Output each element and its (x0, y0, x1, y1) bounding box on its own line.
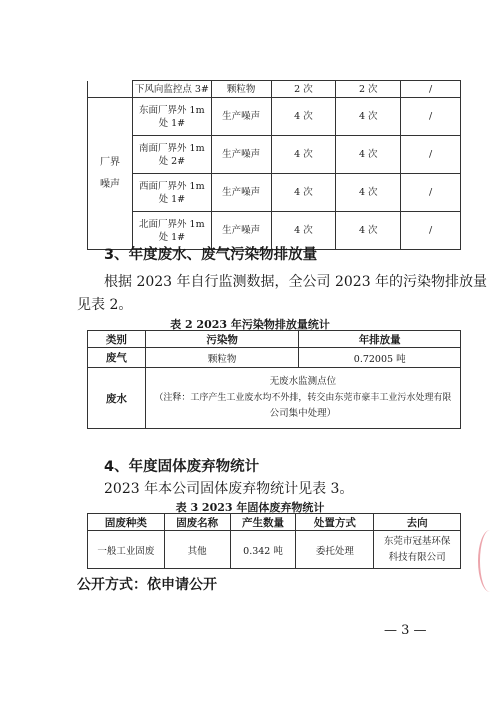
frequency-cell: / (401, 174, 461, 212)
table-row (88, 81, 461, 98)
frequency-cell: 4 次 (336, 174, 401, 212)
page-number: — 3 — (384, 623, 427, 638)
frequency-cell: 4 次 (271, 174, 336, 212)
category-cell: 废水 (88, 368, 146, 429)
monitor-point: 下风向监控点 3# (132, 81, 211, 98)
column-header: 产生数量 (230, 514, 296, 531)
table-header-row (88, 514, 461, 531)
emissions-table (87, 330, 461, 429)
waste-name-cell: 其他 (164, 531, 230, 569)
monitoring-frequency-table (87, 80, 461, 250)
table-row (88, 98, 461, 136)
frequency-cell: 4 次 (336, 98, 401, 136)
column-header: 处置方式 (296, 514, 374, 531)
category-cell: 废气 (88, 348, 146, 368)
column-header: 去向 (374, 514, 461, 531)
column-header: 固废名称 (164, 514, 230, 531)
section-3-paragraph-line1: 根据 2023 年自行监测数据，全公司 2023 年的污染物排放量 (104, 274, 488, 290)
section-3-heading: 3、年度废水、废气污染物排放量 (104, 247, 318, 263)
table-3-caption: 表 3 2023 年固体废弃物统计 (175, 501, 325, 514)
destination-cell: 东莞市冠基环保 科技有限公司 (374, 531, 461, 569)
frequency-cell: / (401, 136, 461, 174)
frequency-cell: / (401, 212, 461, 250)
amount-cell: 0.72005 吨 (299, 348, 461, 368)
monitor-item: 生产噪声 (211, 174, 271, 212)
column-header: 类别 (88, 331, 146, 348)
frequency-cell: 2 次 (336, 81, 401, 98)
section-3-paragraph-line2: 见表 2。 (77, 297, 133, 313)
table-row (88, 531, 461, 569)
table-header-row (88, 331, 461, 348)
monitor-point: 南面厂界外 1m 处 2# (132, 136, 211, 174)
monitor-item: 生产噪声 (211, 98, 271, 136)
monitor-point: 北面厂界外 1m 处 1# (132, 212, 211, 250)
waste-amount-cell: 0.342 吨 (230, 531, 296, 569)
frequency-cell: 4 次 (271, 98, 336, 136)
monitor-item: 颗粒物 (211, 81, 271, 98)
table-row (88, 136, 461, 174)
column-header: 污染物 (145, 331, 299, 348)
monitor-item: 生产噪声 (211, 212, 271, 250)
frequency-cell: 2 次 (271, 81, 336, 98)
disposal-method-cell: 委托处理 (296, 531, 374, 569)
monitor-point: 西面厂界外 1m 处 1# (132, 174, 211, 212)
table-row (88, 174, 461, 212)
frequency-cell: 4 次 (336, 136, 401, 174)
table-2-caption: 表 2 2023 年污染物排放量统计 (170, 318, 330, 331)
disclosure-method: 公开方式：依申请公开 (77, 577, 217, 593)
frequency-cell: 4 次 (271, 212, 336, 250)
column-header: 年排放量 (299, 331, 461, 348)
frequency-cell: / (401, 98, 461, 136)
column-header: 固废种类 (88, 514, 165, 531)
table-row (88, 348, 461, 368)
monitor-item: 生产噪声 (211, 136, 271, 174)
frequency-cell: 4 次 (271, 136, 336, 174)
red-seal-stamp-edge (478, 530, 500, 592)
group-label: 厂界噪声 (88, 98, 133, 250)
table-row (88, 368, 461, 429)
solid-waste-table (87, 513, 461, 569)
frequency-cell: / (401, 81, 461, 98)
wastewater-note: 无废水监测点位 （注释：工序产生工业废水均不外排，转交由东莞市豪丰工业污水处理有限 公司集中处理） (145, 368, 460, 429)
section-4-paragraph: 2023 年本公司固体废弃物统计见表 3。 (104, 481, 354, 497)
monitor-point: 东面厂界外 1m 处 1# (132, 98, 211, 136)
frequency-cell: 4 次 (336, 212, 401, 250)
pollutant-cell: 颗粒物 (145, 348, 299, 368)
section-4-heading: 4、年度固体废弃物统计 (104, 459, 260, 475)
waste-type-cell: 一般工业固废 (88, 531, 165, 569)
